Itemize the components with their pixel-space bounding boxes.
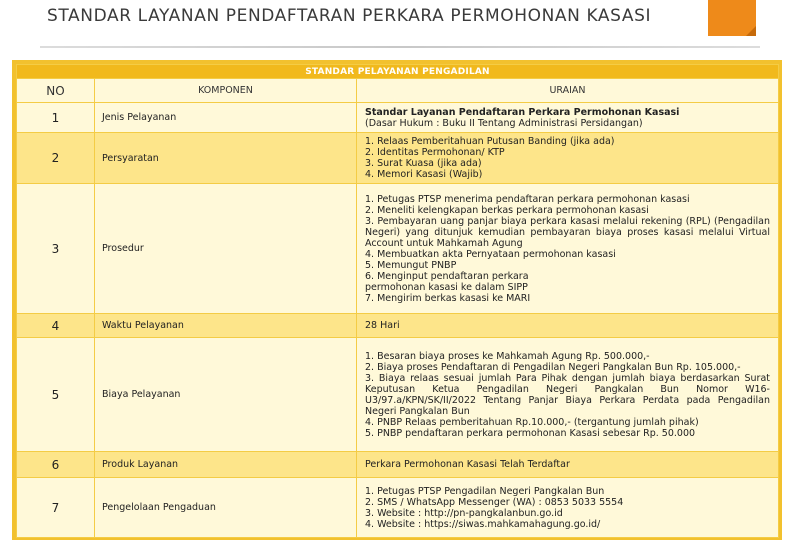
row-uraian (357, 103, 779, 133)
uraian-line: permohonan kasasi ke dalam SIPP (365, 281, 528, 293)
uraian-line: 3. Pembayaran uang panjar biaya perkara kasasi melalui rekening (RPL) (Pengadilan Negeri) yang ditunjuk kemudian pembayaran biaya proses kasasi melalui Virtual Account untuk Mahkamah Agung (365, 215, 770, 249)
row-uraian (357, 338, 779, 452)
row-number: 1 (17, 103, 95, 133)
header-no: NO (17, 79, 95, 103)
row-number: 5 (17, 338, 95, 452)
uraian-line: 1. Petugas PTSP Pengadilan Negeri Pangkalan Bun (365, 485, 605, 497)
header-uraian: URAIAN (357, 79, 779, 103)
row-number: 3 (17, 184, 95, 314)
uraian-line: 4. Memori Kasasi (Wajib) (365, 169, 483, 180)
uraian-line: 3. Biaya relaas sesuai jumlah Para Pihak dengan jumlah biaya berdasarkan Surat Keputusan Ketua Pengadilan Negeri Pangkalan Bun Nomor W16-U3/97.a/KPN/SK/II/2022 Tentang Panjar Biaya Perkara Perdata pada Pengadilan Negeri Pangkalan Bun (365, 372, 770, 417)
row-number: 6 (17, 452, 95, 478)
table-row (17, 314, 779, 338)
row-uraian (357, 452, 779, 478)
row-komponen: Biaya Pelayanan (95, 338, 357, 452)
uraian-line: 3. Surat Kuasa (jika ada) (365, 158, 482, 169)
row-komponen: Waktu Pelayanan (95, 314, 357, 338)
uraian-line: 5. PNBP pendaftaran perkara permohonan Kasasi sebesar Rp. 50.000 (365, 427, 696, 439)
table-row (17, 478, 779, 538)
uraian-line: (Dasar Hukum : Buku II Tentang Administrasi Persidangan) (365, 117, 643, 129)
uraian-line: 4. Membuatkan akta Pernyataan permohonan kasasi (365, 248, 616, 260)
uraian-line: 1. Petugas PTSP menerima pendaftaran perkara permohonan kasasi (365, 193, 690, 205)
uraian-bold-line: Standar Layanan Pendaftaran Perkara Permohonan Kasasi (365, 106, 680, 118)
row-komponen: Pengelolaan Pengaduan (95, 478, 357, 538)
uraian-line: 7. Mengirim berkas kasasi ke MARI (365, 292, 531, 304)
uraian-line: 3. Website : http://pn-pangkalanbun.go.id (365, 507, 563, 519)
uraian-line: 28 Hari (365, 320, 400, 331)
row-number: 4 (17, 314, 95, 338)
uraian-line: 6. Menginput pendaftaran perkara (365, 270, 529, 282)
uraian-line: 4. Website : https://siwas.mahkamahagung.go.id/ (365, 518, 601, 530)
row-komponen: Prosedur (95, 184, 357, 314)
orange-corner-tab (708, 0, 756, 36)
row-number: 7 (17, 478, 95, 538)
table-row (17, 103, 779, 133)
uraian-line: 2. Biaya proses Pendaftaran di Pengadilan Negeri Pangkalan Bun Rp. 105.000,- (365, 361, 741, 373)
table-row (17, 133, 779, 184)
table-row (17, 184, 779, 314)
table-row (17, 452, 779, 478)
uraian-line: Perkara Permohonan Kasasi Telah Terdaftar (365, 459, 570, 470)
row-uraian (357, 133, 779, 184)
row-komponen: Produk Layanan (95, 452, 357, 478)
title-divider (40, 46, 760, 48)
uraian-line: 1. Relaas Pemberitahuan Putusan Banding (jika ada) (365, 136, 615, 147)
uraian-line: 2. Meneliti kelengkapan berkas perkara permohonan kasasi (365, 204, 649, 216)
uraian-line: 1. Besaran biaya proses ke Mahkamah Agung Rp. 500.000,- (365, 350, 650, 362)
header-komponen: KOMPONEN (95, 79, 357, 103)
row-uraian (357, 314, 779, 338)
uraian-line: 2. Identitas Permohonan/ KTP (365, 147, 505, 158)
uraian-line: 2. SMS / WhatsApp Messenger (WA) : 0853 5033 5554 (365, 496, 624, 508)
row-number: 2 (17, 133, 95, 184)
table-banner: STANDAR PELAYANAN PENGADILAN (17, 65, 779, 79)
page-title: STANDAR LAYANAN PENDAFTARAN PERKARA PERMOHONAN KASASI (47, 6, 652, 26)
table-row (17, 338, 779, 452)
row-komponen: Persyaratan (95, 133, 357, 184)
uraian-line: 4. PNBP Relaas pemberitahuan Rp.10.000,- (tergantung jumlah pihak) (365, 416, 699, 428)
row-komponen: Jenis Pelayanan (95, 103, 357, 133)
uraian-line: 5. Memungut PNBP (365, 259, 457, 271)
service-standard-table (16, 64, 779, 538)
table-body (17, 103, 779, 538)
row-uraian (357, 184, 779, 314)
row-uraian (357, 478, 779, 538)
